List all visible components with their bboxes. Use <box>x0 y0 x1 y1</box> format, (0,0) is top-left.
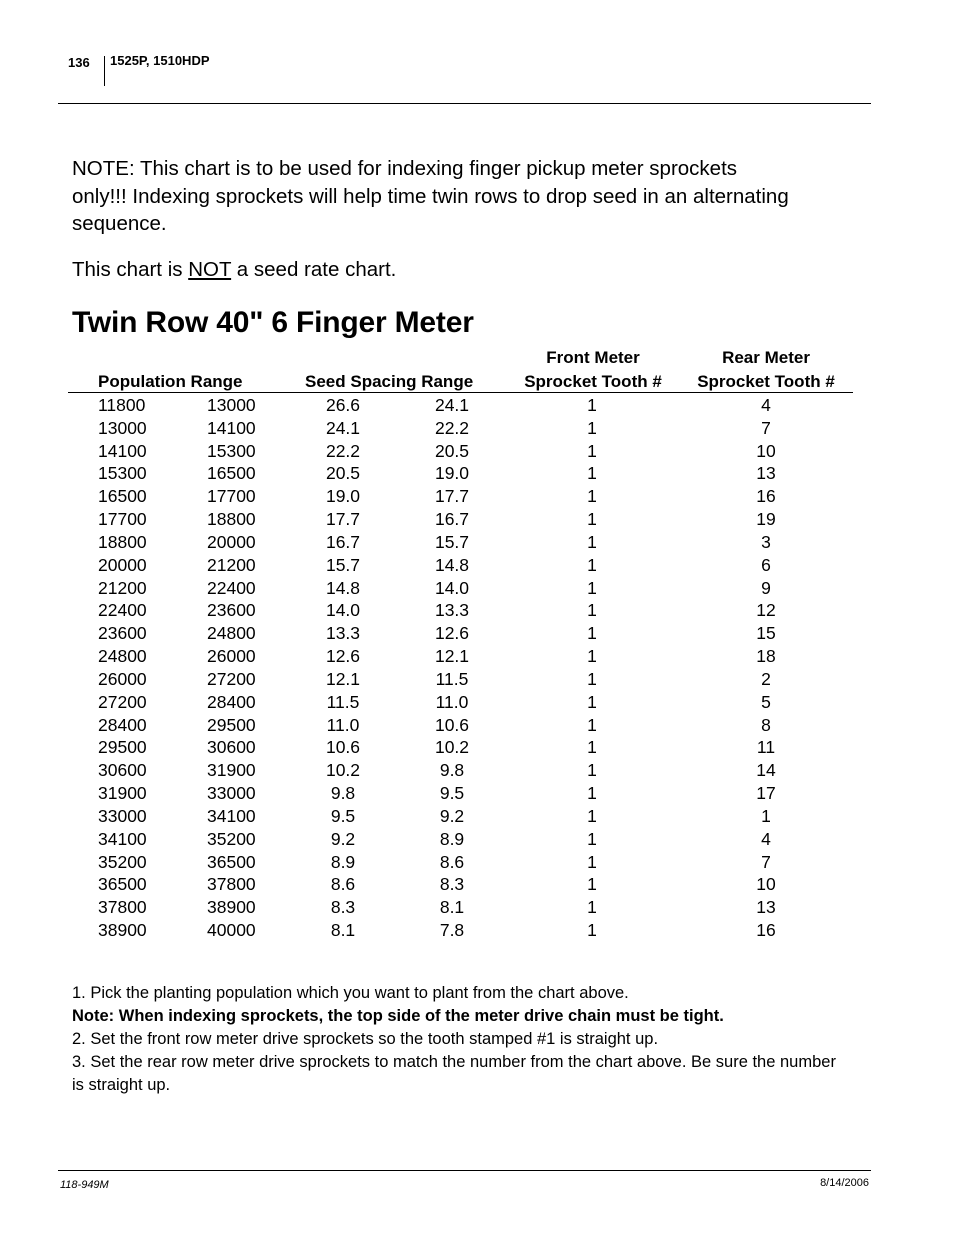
header-front-line2: Sprocket Tooth # <box>524 372 662 391</box>
rear-tooth-cell: 5 <box>761 691 771 712</box>
rear-tooth-cell: 15 <box>756 623 776 644</box>
footer-rule <box>58 1170 871 1171</box>
front-tooth-cell: 1 <box>587 486 597 507</box>
front-tooth-cell: 1 <box>587 395 597 415</box>
spacing-to-cell: 11.0 <box>435 691 469 712</box>
front-tooth-cell: 1 <box>587 920 597 941</box>
population-to-cell: 35200 <box>207 828 256 849</box>
spacing-to-cell: 15.7 <box>434 531 470 552</box>
spacing-to-cell: 14.8 <box>434 554 470 575</box>
instruction-note: Note: When indexing sprockets, the top side of the meter drive chain must be tight. <box>72 1007 724 1025</box>
spacing-to-cell: 16.7 <box>434 509 470 530</box>
document-date: 8/14/2006 <box>820 1177 869 1189</box>
population-to-cell: 22400 <box>207 577 256 598</box>
spacing-from-cell: 12.1 <box>325 668 361 689</box>
spacing-to-cell: 9.5 <box>439 783 465 804</box>
table-row <box>0 509 954 532</box>
rear-tooth-cell: 4 <box>761 395 771 415</box>
spacing-to-cell: 17.7 <box>434 486 470 507</box>
population-from-cell: 24800 <box>98 646 147 667</box>
population-from-cell: 17700 <box>98 509 147 530</box>
front-tooth-cell: 1 <box>587 828 597 849</box>
front-tooth-cell: 1 <box>587 600 597 621</box>
spacing-from-cell: 14.8 <box>325 577 361 598</box>
rear-tooth-cell: 8 <box>761 714 771 735</box>
population-to-cell: 14100 <box>207 417 256 438</box>
population-from-cell: 14100 <box>98 440 147 461</box>
population-from-cell: 34100 <box>98 828 147 849</box>
rear-tooth-cell: 3 <box>761 531 771 552</box>
population-from-cell: 31900 <box>98 783 147 804</box>
spacing-to-cell: 8.1 <box>439 897 465 918</box>
rear-tooth-cell: 16 <box>756 486 776 507</box>
rear-tooth-cell: 2 <box>761 668 771 689</box>
rear-tooth-cell: 10 <box>756 874 776 895</box>
population-to-cell: 30600 <box>207 737 256 758</box>
front-tooth-cell: 1 <box>587 554 597 575</box>
spacing-to-cell: 7.8 <box>439 920 465 941</box>
spacing-from-cell: 11.5 <box>326 691 360 712</box>
population-from-cell: 13000 <box>98 417 147 438</box>
spacing-from-cell: 9.2 <box>330 828 356 849</box>
page-number: 136 <box>68 55 90 70</box>
front-tooth-cell: 1 <box>587 897 597 918</box>
front-tooth-cell: 1 <box>587 440 597 461</box>
population-to-cell: 34100 <box>207 805 256 826</box>
spacing-from-cell: 9.8 <box>330 783 356 804</box>
front-tooth-cell: 1 <box>587 646 597 667</box>
header-rule <box>58 103 871 104</box>
header-spacing: Seed Spacing Range <box>305 372 474 391</box>
population-to-cell: 23600 <box>207 600 256 621</box>
note-paragraph: NOTE: This chart is to be used for indexing finger pickup meter sprockets only!!! Indexing sprockets will help time twin rows to drop seed in an alternating sequence. <box>72 157 789 235</box>
table-row <box>0 852 954 875</box>
chart-title: Twin Row 40" 6 Finger Meter <box>72 306 474 339</box>
spacing-from-cell: 22.2 <box>325 440 361 461</box>
table-row <box>0 669 954 692</box>
rear-tooth-cell: 14 <box>756 760 776 781</box>
front-tooth-cell: 1 <box>587 714 597 735</box>
spacing-from-cell: 24.1 <box>325 417 361 438</box>
table-row <box>0 829 954 852</box>
instruction-step-2: 2. Set the front row meter drive sprockets so the tooth stamped #1 is straight up. <box>72 1030 659 1048</box>
spacing-from-cell: 10.6 <box>325 737 361 758</box>
model-title: 1525P, 1510HDP <box>110 53 210 68</box>
front-tooth-cell: 1 <box>587 874 597 895</box>
document-number: 118-949M <box>60 1179 109 1191</box>
population-to-cell: 37800 <box>207 874 256 895</box>
table-row <box>0 737 954 760</box>
spacing-to-cell: 24.1 <box>434 395 470 415</box>
population-from-cell: 27200 <box>98 691 147 712</box>
table-row <box>0 555 954 578</box>
population-from-cell: 33000 <box>98 805 147 826</box>
spacing-to-cell: 22.2 <box>434 417 470 438</box>
header-rear-line1: Rear Meter <box>722 348 810 367</box>
not-rate-chart-note <box>72 258 396 282</box>
rate-suffix: a seed rate chart. <box>231 258 397 281</box>
population-from-cell: 11800 <box>98 395 146 415</box>
spacing-from-cell: 26.6 <box>325 395 361 415</box>
population-to-cell: 15300 <box>207 440 256 461</box>
population-to-cell: 18800 <box>207 509 256 530</box>
front-tooth-cell: 1 <box>587 783 597 804</box>
spacing-to-cell: 9.8 <box>439 760 465 781</box>
population-from-cell: 15300 <box>98 463 147 484</box>
instructions <box>72 982 852 1097</box>
spacing-to-cell: 14.0 <box>434 577 470 598</box>
spacing-to-cell: 8.3 <box>439 874 465 895</box>
spacing-from-cell: 15.7 <box>325 554 361 575</box>
population-from-cell: 37800 <box>98 897 147 918</box>
rear-tooth-cell: 13 <box>756 897 776 918</box>
front-tooth-cell: 1 <box>587 805 597 826</box>
population-from-cell: 18800 <box>98 531 147 552</box>
front-tooth-cell: 1 <box>587 509 597 530</box>
population-from-cell: 36500 <box>98 874 147 895</box>
front-tooth-cell: 1 <box>587 737 597 758</box>
population-to-cell: 17700 <box>207 486 256 507</box>
table-row <box>0 532 954 555</box>
spacing-to-cell: 11.5 <box>435 668 469 689</box>
header-population: Population Range <box>98 372 243 391</box>
front-tooth-cell: 1 <box>587 668 597 689</box>
front-tooth-cell: 1 <box>587 623 597 644</box>
population-from-cell: 23600 <box>98 623 147 644</box>
table-row <box>0 623 954 646</box>
table-header-rule <box>68 392 853 393</box>
table-row <box>0 418 954 441</box>
instruction-step-1: 1. Pick the planting population which you want to plant from the chart above. <box>72 984 629 1002</box>
spacing-to-cell: 10.6 <box>434 714 470 735</box>
table-row <box>0 646 954 669</box>
table-row <box>0 920 954 943</box>
table-row <box>0 600 954 623</box>
population-to-cell: 16500 <box>207 463 256 484</box>
rear-tooth-cell: 1 <box>761 805 771 826</box>
front-tooth-cell: 1 <box>587 463 597 484</box>
spacing-to-cell: 10.2 <box>434 737 470 758</box>
population-from-cell: 21200 <box>98 577 147 598</box>
spacing-from-cell: 8.1 <box>330 920 356 941</box>
spacing-to-cell: 19.0 <box>434 463 470 484</box>
population-from-cell: 22400 <box>98 600 147 621</box>
spacing-from-cell: 17.7 <box>325 509 361 530</box>
population-from-cell: 28400 <box>98 714 147 735</box>
rear-tooth-cell: 4 <box>761 828 771 849</box>
rear-tooth-cell: 17 <box>756 783 776 804</box>
table-row <box>0 897 954 920</box>
front-tooth-cell: 1 <box>587 691 597 712</box>
front-tooth-cell: 1 <box>587 760 597 781</box>
population-to-cell: 40000 <box>207 920 256 941</box>
spacing-from-cell: 13.3 <box>325 623 361 644</box>
population-from-cell: 38900 <box>98 920 147 941</box>
population-to-cell: 29500 <box>207 714 256 735</box>
population-to-cell: 20000 <box>207 531 256 552</box>
population-from-cell: 30600 <box>98 760 147 781</box>
spacing-from-cell: 9.5 <box>330 805 356 826</box>
rear-tooth-cell: 7 <box>761 417 771 438</box>
front-tooth-cell: 1 <box>587 417 597 438</box>
rear-tooth-cell: 19 <box>756 509 776 530</box>
table-row <box>0 760 954 783</box>
front-tooth-cell: 1 <box>587 531 597 552</box>
front-tooth-cell: 1 <box>587 851 597 872</box>
table-row <box>0 578 954 601</box>
spacing-from-cell: 12.6 <box>325 646 361 667</box>
spacing-from-cell: 20.5 <box>325 463 361 484</box>
rate-emphasis: NOT <box>188 258 232 281</box>
population-to-cell: 24800 <box>207 623 256 644</box>
population-to-cell: 31900 <box>207 760 256 781</box>
rear-tooth-cell: 11 <box>756 737 776 758</box>
spacing-from-cell: 19.0 <box>325 486 361 507</box>
spacing-to-cell: 12.6 <box>434 623 470 644</box>
spacing-from-cell: 16.7 <box>325 531 361 552</box>
spacing-to-cell: 13.3 <box>434 600 470 621</box>
population-to-cell: 38900 <box>207 897 256 918</box>
table-row <box>0 874 954 897</box>
table-row <box>0 806 954 829</box>
rear-tooth-cell: 13 <box>756 463 776 484</box>
instruction-step-3: 3. Set the rear row meter drive sprockets to match the number from the chart above. Be sure the number is straight up. <box>72 1053 836 1094</box>
spacing-from-cell: 8.9 <box>330 851 356 872</box>
table-row <box>0 441 954 464</box>
spacing-to-cell: 20.5 <box>434 440 470 461</box>
spacing-to-cell: 8.6 <box>439 851 465 872</box>
population-to-cell: 36500 <box>207 851 256 872</box>
population-to-cell: 33000 <box>207 783 256 804</box>
rear-tooth-cell: 18 <box>756 646 776 667</box>
table-row <box>0 395 954 418</box>
population-to-cell: 28400 <box>207 691 256 712</box>
spacing-from-cell: 10.2 <box>325 760 361 781</box>
table-row <box>0 692 954 715</box>
population-from-cell: 20000 <box>98 554 147 575</box>
rear-tooth-cell: 12 <box>756 600 776 621</box>
population-to-cell: 26000 <box>207 646 256 667</box>
table-row <box>0 463 954 486</box>
table-row <box>0 715 954 738</box>
population-from-cell: 35200 <box>98 851 147 872</box>
spacing-from-cell: 8.6 <box>330 874 356 895</box>
header-front-line1: Front Meter <box>546 348 640 367</box>
spacing-from-cell: 8.3 <box>330 897 356 918</box>
population-from-cell: 26000 <box>98 668 147 689</box>
population-to-cell: 13000 <box>207 395 256 415</box>
rear-tooth-cell: 9 <box>761 577 771 598</box>
spacing-to-cell: 9.2 <box>439 805 465 826</box>
spacing-to-cell: 8.9 <box>439 828 465 849</box>
header-rear-line2: Sprocket Tooth # <box>697 372 835 391</box>
rear-tooth-cell: 6 <box>761 554 771 575</box>
population-from-cell: 16500 <box>98 486 147 507</box>
spacing-from-cell: 14.0 <box>325 600 361 621</box>
spacing-from-cell: 11.0 <box>326 714 360 735</box>
rear-tooth-cell: 10 <box>756 440 776 461</box>
population-to-cell: 21200 <box>207 554 256 575</box>
rear-tooth-cell: 16 <box>756 920 776 941</box>
spacing-to-cell: 12.1 <box>434 646 470 667</box>
table-row <box>0 783 954 806</box>
rate-prefix: This chart is <box>72 258 189 281</box>
table-row <box>0 486 954 509</box>
rear-tooth-cell: 7 <box>761 851 771 872</box>
front-tooth-cell: 1 <box>587 577 597 598</box>
population-from-cell: 29500 <box>98 737 147 758</box>
header-divider <box>104 56 105 86</box>
population-to-cell: 27200 <box>207 668 256 689</box>
